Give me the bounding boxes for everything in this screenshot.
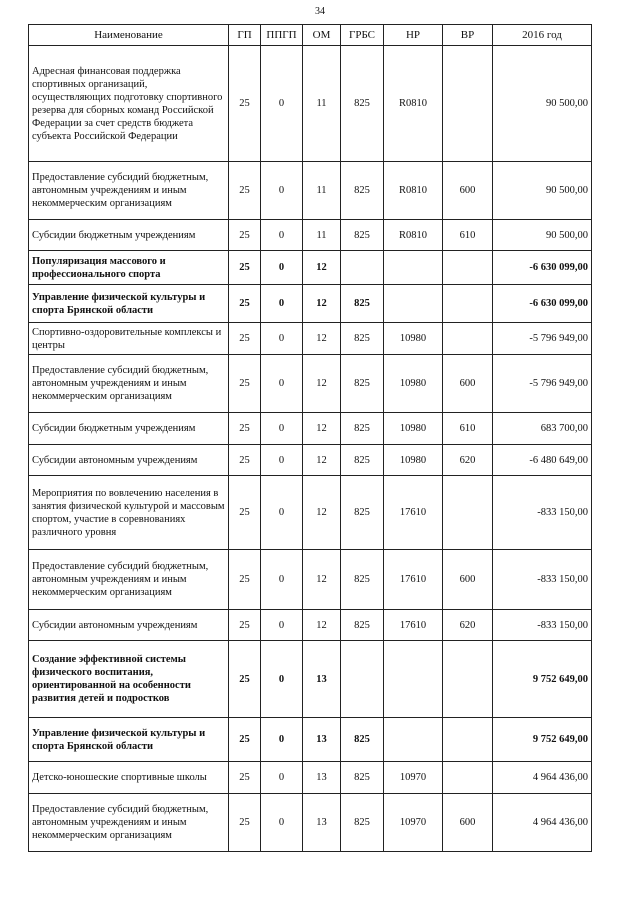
row-amount: 683 700,00 <box>493 413 592 445</box>
row-amount: 90 500,00 <box>493 162 592 220</box>
row-om: 11 <box>303 220 341 251</box>
row-name: Предоставление субсидий бюджетным, автономным учреждениям и иным некоммерческим организациям <box>29 550 229 610</box>
row-nr <box>384 641 443 718</box>
row-om: 12 <box>303 355 341 413</box>
row-vr: 600 <box>443 794 493 852</box>
row-vr <box>443 718 493 762</box>
row-gp: 25 <box>229 413 261 445</box>
row-name: Субсидии автономным учреждениям <box>29 445 229 476</box>
row-ppgp: 0 <box>261 323 303 355</box>
header-vr: ВР <box>443 25 493 46</box>
row-nr: 10970 <box>384 794 443 852</box>
row-gp: 25 <box>229 550 261 610</box>
row-name: Мероприятия по вовлечению населения в занятия физической культурой и массовым спортом, участие в соревнованиях различного уровня <box>29 476 229 550</box>
row-nr: R0810 <box>384 220 443 251</box>
row-nr: 17610 <box>384 610 443 641</box>
row-amount: -6 630 099,00 <box>493 285 592 323</box>
row-nr <box>384 285 443 323</box>
row-grbs: 825 <box>341 355 384 413</box>
header-gp: ГП <box>229 25 261 46</box>
row-gp: 25 <box>229 476 261 550</box>
row-name: Управление физической культуры и спорта Брянской области <box>29 718 229 762</box>
row-nr: 10980 <box>384 355 443 413</box>
row-ppgp: 0 <box>261 550 303 610</box>
row-nr <box>384 251 443 285</box>
row-om: 12 <box>303 445 341 476</box>
row-nr: 10970 <box>384 762 443 794</box>
row-amount: -5 796 949,00 <box>493 355 592 413</box>
row-name: Управление физической культуры и спорта Брянской области <box>29 285 229 323</box>
row-ppgp: 0 <box>261 718 303 762</box>
row-vr: 610 <box>443 413 493 445</box>
row-amount: 9 752 649,00 <box>493 718 592 762</box>
row-vr: 600 <box>443 550 493 610</box>
table-row <box>29 762 592 794</box>
row-nr: R0810 <box>384 46 443 162</box>
row-ppgp: 0 <box>261 762 303 794</box>
row-gp: 25 <box>229 220 261 251</box>
row-grbs: 825 <box>341 476 384 550</box>
row-gp: 25 <box>229 323 261 355</box>
row-grbs: 825 <box>341 162 384 220</box>
row-ppgp: 0 <box>261 46 303 162</box>
table-row <box>29 46 592 162</box>
row-vr <box>443 762 493 794</box>
row-grbs: 825 <box>341 610 384 641</box>
row-grbs: 825 <box>341 762 384 794</box>
row-om: 11 <box>303 162 341 220</box>
row-nr <box>384 718 443 762</box>
table-row <box>29 285 592 323</box>
header-nr: НР <box>384 25 443 46</box>
row-gp: 25 <box>229 162 261 220</box>
row-nr: 10980 <box>384 445 443 476</box>
table-header-row <box>29 25 592 46</box>
row-gp: 25 <box>229 46 261 162</box>
row-amount: 90 500,00 <box>493 46 592 162</box>
row-vr <box>443 251 493 285</box>
row-vr <box>443 476 493 550</box>
row-amount: -6 480 649,00 <box>493 445 592 476</box>
row-grbs: 825 <box>341 46 384 162</box>
row-vr: 620 <box>443 445 493 476</box>
row-ppgp: 0 <box>261 476 303 550</box>
row-om: 11 <box>303 46 341 162</box>
table-row <box>29 550 592 610</box>
row-grbs: 825 <box>341 794 384 852</box>
table-row <box>29 355 592 413</box>
row-amount: -6 630 099,00 <box>493 251 592 285</box>
header-ppgp: ППГП <box>261 25 303 46</box>
row-name: Адресная финансовая поддержка спортивных организаций, осуществляющих подготовку спортивного резерва для сборных команд Российской Федерации за счет средств бюджета субъекта Российской Федерации <box>29 46 229 162</box>
header-grbs: ГРБС <box>341 25 384 46</box>
row-gp: 25 <box>229 251 261 285</box>
header-om: ОМ <box>303 25 341 46</box>
budget-table <box>28 24 592 852</box>
row-gp: 25 <box>229 445 261 476</box>
row-ppgp: 0 <box>261 610 303 641</box>
table-row <box>29 220 592 251</box>
row-ppgp: 0 <box>261 445 303 476</box>
row-ppgp: 0 <box>261 285 303 323</box>
row-name: Субсидии автономным учреждениям <box>29 610 229 641</box>
row-amount: 90 500,00 <box>493 220 592 251</box>
row-grbs: 825 <box>341 445 384 476</box>
table-row <box>29 162 592 220</box>
row-om: 13 <box>303 718 341 762</box>
table-row <box>29 251 592 285</box>
row-vr: 600 <box>443 162 493 220</box>
row-ppgp: 0 <box>261 794 303 852</box>
row-name: Субсидии бюджетным учреждениям <box>29 220 229 251</box>
row-amount: -5 796 949,00 <box>493 323 592 355</box>
row-name: Предоставление субсидий бюджетным, автономным учреждениям и иным некоммерческим организациям <box>29 355 229 413</box>
row-ppgp: 0 <box>261 641 303 718</box>
table-row <box>29 794 592 852</box>
row-name: Субсидии бюджетным учреждениям <box>29 413 229 445</box>
row-vr: 610 <box>443 220 493 251</box>
table-row <box>29 413 592 445</box>
row-name: Детско-юношеские спортивные школы <box>29 762 229 794</box>
row-grbs: 825 <box>341 718 384 762</box>
row-gp: 25 <box>229 610 261 641</box>
row-gp: 25 <box>229 794 261 852</box>
row-ppgp: 0 <box>261 162 303 220</box>
row-amount: 4 964 436,00 <box>493 794 592 852</box>
row-vr: 600 <box>443 355 493 413</box>
row-ppgp: 0 <box>261 251 303 285</box>
table-row <box>29 641 592 718</box>
row-om: 13 <box>303 641 341 718</box>
row-name: Популяризация массового и профессионального спорта <box>29 251 229 285</box>
header-year: 2016 год <box>493 25 592 46</box>
row-grbs <box>341 251 384 285</box>
row-grbs: 825 <box>341 285 384 323</box>
row-gp: 25 <box>229 762 261 794</box>
row-grbs: 825 <box>341 323 384 355</box>
row-amount: -833 150,00 <box>493 550 592 610</box>
row-amount: 9 752 649,00 <box>493 641 592 718</box>
row-amount: 4 964 436,00 <box>493 762 592 794</box>
row-name: Предоставление субсидий бюджетным, автономным учреждениям и иным некоммерческим организациям <box>29 162 229 220</box>
row-nr: R0810 <box>384 162 443 220</box>
row-om: 12 <box>303 476 341 550</box>
row-nr: 10980 <box>384 323 443 355</box>
row-name: Создание эффективной системы физического воспитания, ориентированной на особенности развития детей и подростков <box>29 641 229 718</box>
table-row <box>29 718 592 762</box>
row-om: 12 <box>303 323 341 355</box>
row-om: 12 <box>303 285 341 323</box>
row-gp: 25 <box>229 718 261 762</box>
row-ppgp: 0 <box>261 355 303 413</box>
row-om: 12 <box>303 251 341 285</box>
row-gp: 25 <box>229 641 261 718</box>
row-vr <box>443 46 493 162</box>
row-nr: 10980 <box>384 413 443 445</box>
header-name: Наименование <box>29 25 229 46</box>
row-vr: 620 <box>443 610 493 641</box>
row-vr <box>443 323 493 355</box>
row-amount: -833 150,00 <box>493 476 592 550</box>
table-row <box>29 323 592 355</box>
row-ppgp: 0 <box>261 220 303 251</box>
row-om: 13 <box>303 762 341 794</box>
row-grbs <box>341 641 384 718</box>
row-name: Спортивно-оздоровительные комплексы и центры <box>29 323 229 355</box>
row-om: 13 <box>303 794 341 852</box>
row-vr <box>443 285 493 323</box>
page-number: 34 <box>315 6 325 17</box>
row-om: 12 <box>303 413 341 445</box>
row-nr: 17610 <box>384 476 443 550</box>
table-row <box>29 445 592 476</box>
row-om: 12 <box>303 610 341 641</box>
row-om: 12 <box>303 550 341 610</box>
row-amount: -833 150,00 <box>493 610 592 641</box>
row-ppgp: 0 <box>261 413 303 445</box>
row-grbs: 825 <box>341 220 384 251</box>
row-grbs: 825 <box>341 550 384 610</box>
row-gp: 25 <box>229 285 261 323</box>
row-name: Предоставление субсидий бюджетным, автономным учреждениям и иным некоммерческим организациям <box>29 794 229 852</box>
row-grbs: 825 <box>341 413 384 445</box>
row-gp: 25 <box>229 355 261 413</box>
table-row <box>29 610 592 641</box>
table-row <box>29 476 592 550</box>
row-nr: 17610 <box>384 550 443 610</box>
row-vr <box>443 641 493 718</box>
